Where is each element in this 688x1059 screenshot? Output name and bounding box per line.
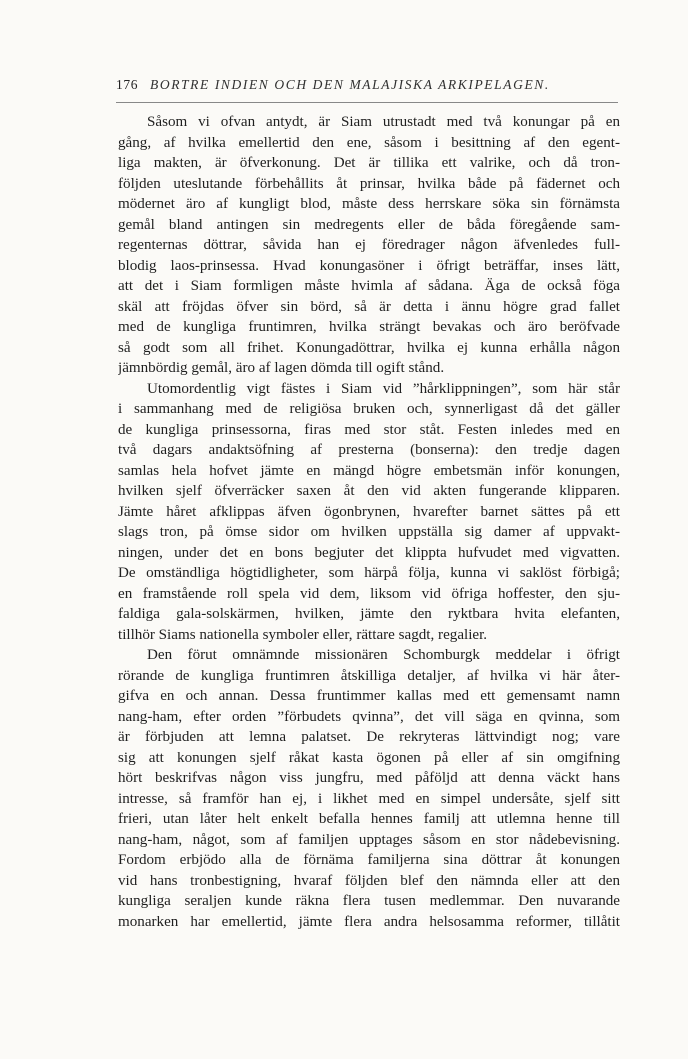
text-line: med de kungliga fruntimren, hvilka strängt bevakas och äro beröfvade: [118, 319, 620, 335]
text-line: hvilken sjelf öfverräcker saxen åt den vid akten fungerande klipparen.: [118, 483, 620, 499]
text-line: blodig laos-prinsessa. Hvad konungasöner i öfrigt beträffar, inses lätt,: [118, 257, 620, 274]
text-line: ningen, under det en bons begjuter det klippta hufvudet med vigvatten.: [118, 544, 620, 561]
text-line: De omständliga högtidligheter, som härpå följa, kunna vi saklöst förbigå;: [118, 565, 620, 581]
text-line: Jämte håret afklippas äfven ögonbrynen, hvarefter barnet sättes på ett: [118, 503, 620, 520]
text-line: liga makten, är öfverkonung. Det är tillika ett valrike, och då tron-: [118, 155, 620, 171]
text-line: att det i Siam formligen måste hvimla af sådana. Äga de också föga: [118, 278, 620, 294]
text-line: frieri, utan låter helt enkelt befalla hennes familj att utlemna henne till: [118, 811, 620, 827]
text-line: Såsom vi ofvan antydt, är Siam utrustadt med två konungar på en: [147, 114, 620, 130]
text-line: nang-ham, något, som af familjen upptages såsom en stor nådebevisning.: [118, 831, 620, 848]
paragraph: [118, 379, 620, 646]
text-line: samlas hela hofvet jämte en mängd högre embetsmän inför konungen,: [118, 462, 620, 479]
text-line: faldiga gala-solskärmen, hvilken, jämte den ryktbara hvita elefanten,: [118, 606, 620, 622]
text-line: i sammanhang med de religiösa bruken och, synnerligast då det gäller: [118, 401, 620, 417]
text-line: mödernet äro af kungligt blod, måste dess herrskare söka sin förnämsta: [118, 196, 620, 212]
text-line: jämnbördig gemål, äro af lagen dömda till ogift stånd.: [118, 360, 445, 376]
text-line: så godt som all frihet. Konungadöttrar, hvilka ej kunna erhålla någon: [118, 339, 620, 356]
text-line: skäl att fröjdas öfver sin börd, så är detta i ännu högre grad fallet: [118, 298, 620, 315]
running-title: BORTRE INDIEN OCH DEN MALAJISKA ARKIPELAGEN.: [150, 77, 550, 92]
text-line: är förbjuden att lemna palatset. De rekryteras lättvindigt nog; vare: [118, 729, 620, 745]
text-line: sig att konungen sjelf råkat kasta ögonen på eller af sin omgifning: [118, 749, 620, 766]
text-line: regenternas döttrar, såvida han ej föredrager någon äfvenledes full-: [118, 237, 620, 253]
text-line: Den förut omnämnde missionären Schomburgk meddelar i öfrigt: [147, 647, 620, 663]
text-line: vid hans tronbestigning, hvaraf följden blef den nämnda eller att den: [118, 872, 620, 889]
text-line: rörande de kungliga fruntimren åtskilliga detaljer, af hvilka vi här åter-: [118, 667, 620, 684]
text-line: kungliga seraljen kunde räkna flera tusen medlemmar. Den nuvarande: [118, 893, 620, 909]
text-line: Utomordentlig vigt fästes i Siam vid ”hårklippningen”, som här står: [147, 380, 620, 397]
text-line: hört beskrifvas någon viss jungfru, med påföljd att denna väckt hans: [118, 770, 620, 786]
text-line: Fordom erbjödo alla de förnäma familjerna sina döttrar åt konungen: [118, 852, 620, 868]
text-line: intresse, så framför han ej, i likhet med en simpel undersåte, sjelf sitt: [118, 790, 620, 807]
body-text: [118, 112, 620, 932]
text-line: monarken har emellertid, jämte flera andra helsosamma reformer, tillåtit: [118, 913, 620, 930]
text-line: gifva en och annan. Dessa fruntimmer kallas med ett gemensamt namn: [118, 688, 620, 704]
paragraph: [118, 112, 620, 379]
text-line: två dagars andaktsöfning af presterna (bonserna): den tredje dagen: [118, 442, 620, 458]
text-line: följden uteslutande förbehållits åt prinsar, hvilka både på fädernet och: [118, 175, 620, 192]
text-line: nang-ham, efter orden ”förbudets qvinna”, det vill säga en qvinna, som: [118, 708, 620, 725]
paragraph: [118, 645, 620, 932]
text-line: en framstående roll spela vid dem, liksom vid öfriga hoffester, den sju-: [118, 585, 620, 602]
header-rule: [116, 102, 618, 103]
text-line: de kungliga prinsessorna, firas med stor ståt. Festen inledes med en: [118, 421, 620, 438]
page-header: [116, 77, 621, 99]
page-number: 176: [116, 77, 139, 92]
text-line: gemål bland antingen sin medregents eller de båda föregående sam-: [118, 216, 620, 233]
text-line: gång, af hvilka emellertid den ene, såsom i besittning af den egent-: [118, 134, 620, 151]
text-line: slags tron, på ömse sidor om hvilken uppställa sig damer af uppvakt-: [118, 524, 620, 540]
text-line: tillhör Siams nationella symboler eller, rättare sagdt, regalier.: [118, 626, 488, 643]
